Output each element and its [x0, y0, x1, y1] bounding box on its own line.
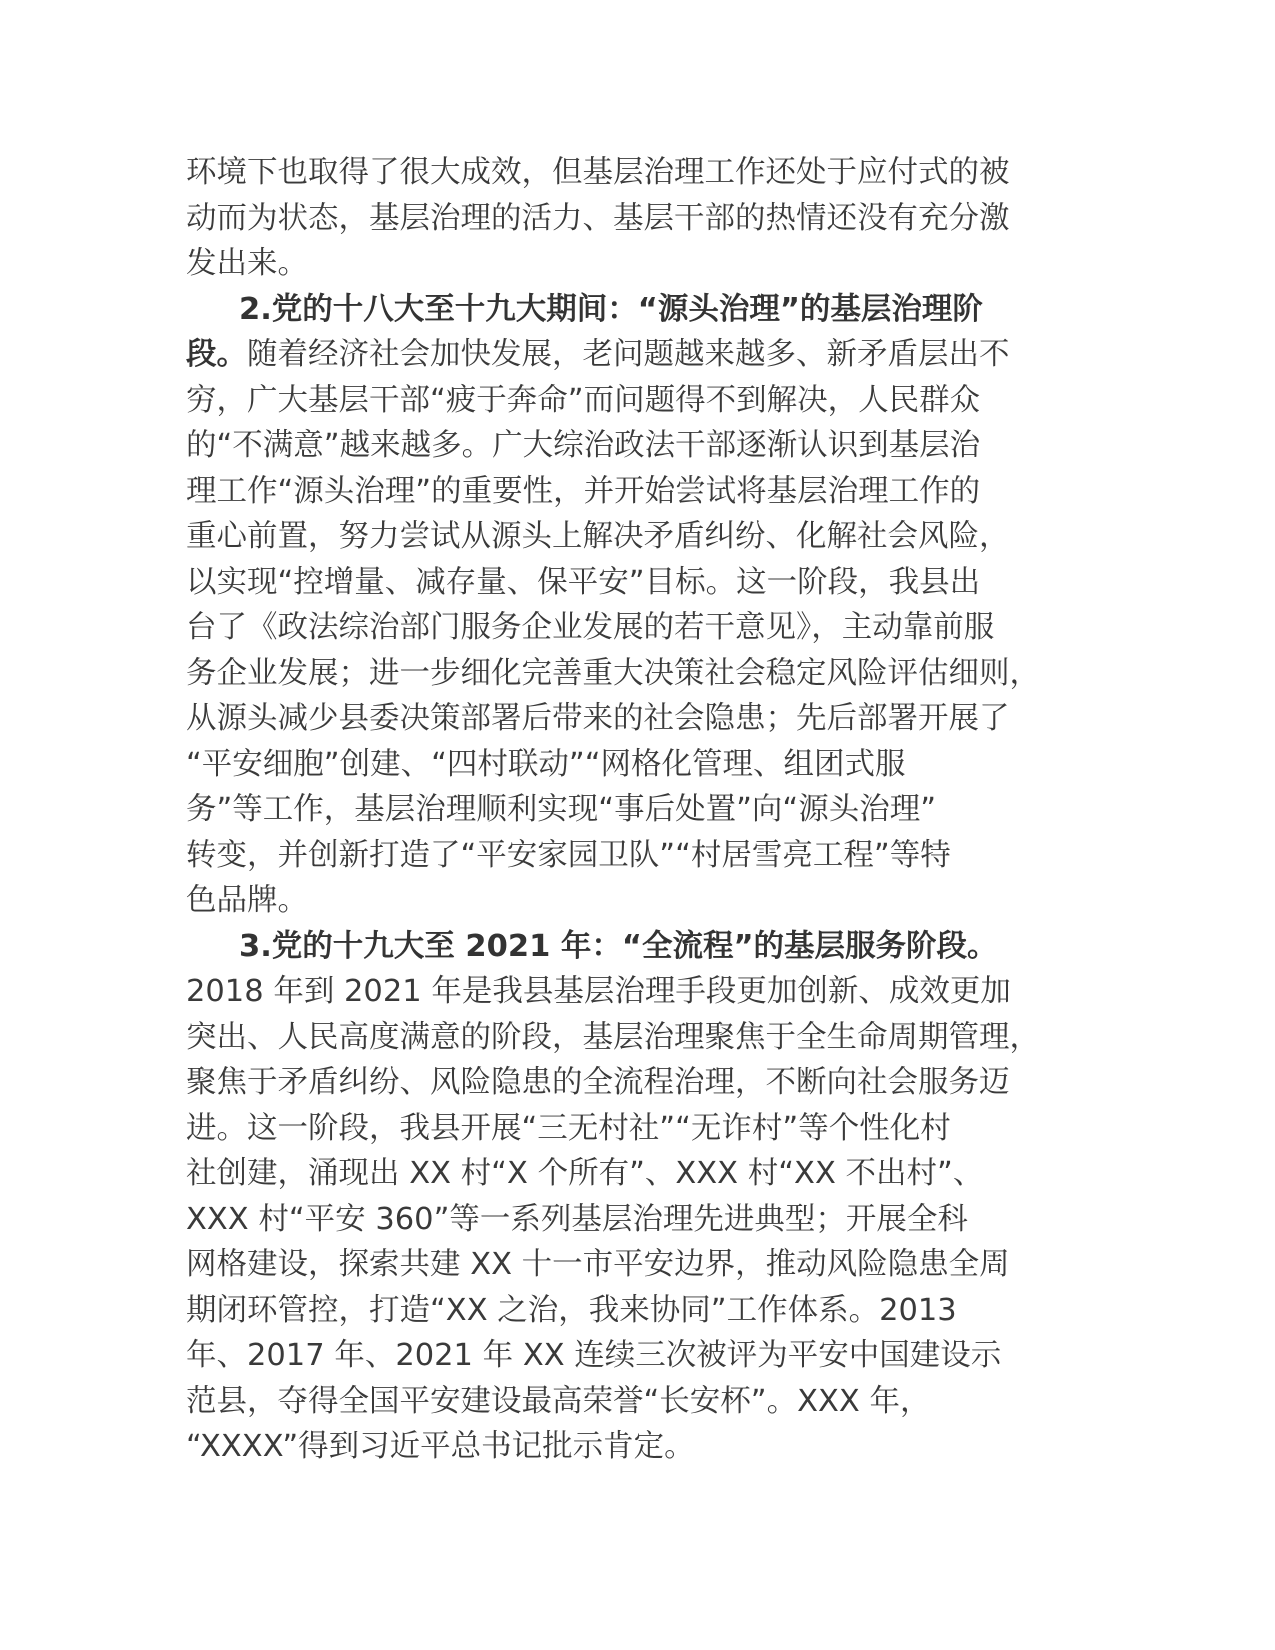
text-line: 年、2017 年、2021 年 XX 连续三次被评为平安中国建设示 [186, 1338, 1002, 1373]
text-line: 发出来。 [186, 246, 308, 281]
paragraph-2 [186, 287, 1088, 924]
text-line: 范县，夺得全国平安建设最高荣誉“长安杯”。XXX 年， [186, 1383, 931, 1419]
text-line: 重心前置，努力尝试从源头上解决矛盾纠纷、化解社会风险， [186, 519, 1010, 554]
text-line: 以实现“控增量、减存量、保平安”目标。这一阶段，我县出 [186, 564, 981, 600]
paragraph-1 [186, 150, 1088, 287]
text-line: 理工作“源头治理”的重要性，并开始尝试将基层治理工作的 [186, 473, 981, 509]
text-line: 突出、人民高度满意的阶段，基层治理聚焦于全生命周期管理， [186, 1019, 1040, 1055]
text-line: “XXXX”得到习近平总书记批示肯定。 [186, 1429, 695, 1464]
text-line: 穷，广大基层干部“疲于奔命”而问题得不到解决，人民群众 [186, 382, 981, 418]
text-line: 网格建设，探索共建 XX 十一市平安边界，推动风险隐患全周 [186, 1247, 1010, 1282]
text-line: 务企业发展；进一步细化完善重大决策社会稳定风险评估细则， [186, 655, 1040, 691]
text-line: 转变，并创新打造了“平安家园卫队”“村居雪亮工程”等特 [186, 837, 951, 873]
text-line: 务”等工作，基层治理顺利实现“事后处置”向“源头治理” [186, 792, 937, 827]
text-line: 进。这一阶段，我县开展“三无村社”“无诈村”等个性化村 [186, 1110, 951, 1146]
text-line: 期闭环管控，打造“XX 之治，我来协同”工作体系。2013 [186, 1292, 957, 1328]
text-line: 从源头减少县委决策部署后带来的社会隐患；先后部署开展了 [186, 701, 1010, 736]
text-line: 台了《政法综治部门服务企业发展的若干意见》，主动靠前服 [186, 610, 995, 645]
text-segment: 随着经济社会加快发展，老问题越来越多、新矛盾层出不 [247, 337, 1010, 372]
text-line: 聚焦于矛盾纠纷、风险隐患的全流程治理，不断向社会服务迈 [186, 1065, 1010, 1100]
section-heading-2: 2.党的十八大至十九大期间：“源头治理”的基层治理阶 [239, 291, 983, 327]
text-line: 环境下也取得了很大成效，但基层治理工作还处于应付式的被 [186, 155, 1010, 190]
text-line: 社创建，涌现出 XX 村“X 个所有”、XXX 村“XX 不出村”、 [186, 1156, 984, 1191]
text-line: 动而为状态，基层治理的活力、基层干部的热情还没有充分激 [186, 200, 1010, 236]
text-line: “平安细胞”创建、“四村联动”“网格化管理、组团式服 [186, 746, 906, 782]
text-line: XXX 村“平安 360”等一系列基层治理先进典型；开展全科 [186, 1201, 968, 1237]
text-line: 色品牌。 [186, 883, 308, 918]
text-line: 的“不满意”越来越多。广大综治政法干部逐渐认识到基层治 [186, 428, 981, 463]
document-body [186, 150, 1088, 1470]
text-line [186, 332, 1088, 378]
paragraph-3 [186, 924, 1088, 1470]
section-heading-3: 3.党的十九大至 2021 年：“全流程”的基层服务阶段。 [239, 928, 998, 964]
text-line: 2018 年到 2021 年是我县基层治理手段更加创新、成效更加 [186, 974, 1011, 1009]
section-heading-2-end: 段。 [186, 337, 247, 372]
